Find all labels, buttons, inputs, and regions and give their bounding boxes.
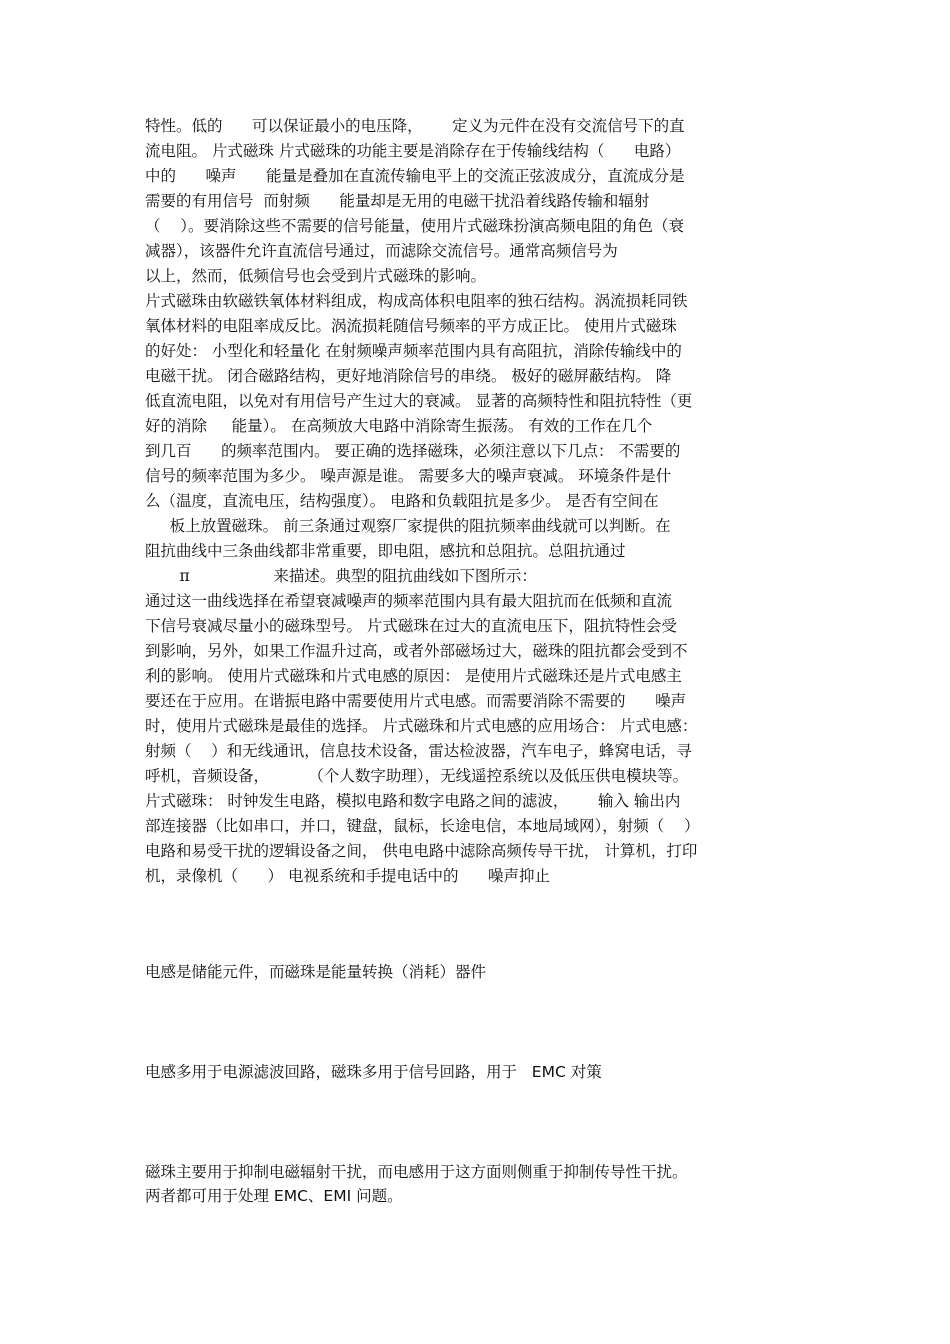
text-line: 么（温度，直流电压，结构强度）。 电路和负载阻抗是多少。 是否有空间在 (145, 492, 659, 510)
text-line: 好的消除 能量）。 在高频放大电路中消除寄生振荡。 有效的工作在几个 (145, 417, 653, 435)
text-line: 的好处： 小型化和轻量化 在射频噪声频率范围内具有高阻抗，消除传输线中的 (145, 342, 682, 360)
text-line: （ ）。要消除这些不需要的信号能量，使用片式磁珠扮演高频电阻的角色（衰 (145, 217, 684, 235)
text-line: 氧体材料的电阻率成反比。涡流损耗随信号频率的平方成正比。 使用片式磁珠 (145, 317, 677, 335)
text-line: 下信号衰减尽量小的磁珠型号。 片式磁珠在过大的直流电压下，阻抗特性会受 (145, 617, 677, 635)
text-line: 片式磁珠： 时钟发生电路，模拟电路和数字电路之间的滤波， 输入 输出内 (145, 792, 681, 810)
text-line: 到几百 的频率范围内。 要正确的选择磁珠，必须注意以下几点： 不需要的 (145, 442, 681, 460)
note-line: 磁珠主要用于抑制电磁辐射干扰，而电感用于这方面则侧重于抑制传导性干扰。 (145, 1163, 688, 1181)
text-line: 信号的频率范围为多少。 噪声源是谁。 需要多大的噪声衰减。 环境条件是什 (145, 467, 672, 485)
text-line: 片式磁珠由软磁铁氧体材料组成，构成高体积电阻率的独石结构。涡流损耗同铁 (145, 292, 688, 310)
text-line: 到影响，另外，如果工作温升过高，或者外部磁场过大，磁珠的阻抗都会受到不 (145, 642, 688, 660)
note-line: 两者都可用于处理 EMC、EMI 问题。 (145, 1187, 403, 1205)
text-line: 部连接器（比如串口，并口，键盘，鼠标，长途电信，本地局域网），射频（ ） (145, 817, 700, 835)
text-line: 以上，然而，低频信号也会受到片式磁珠的影响。 (145, 267, 487, 285)
text-line: 板上放置磁珠。 前三条通过观察厂家提供的阻抗频率曲线就可以判断。在 (145, 517, 671, 535)
text-line: 中的 噪声 能量是叠加在直流传输电平上的交流正弦波成分，直流成分是 (145, 167, 685, 185)
text-line: π 来描述。典型的阻抗曲线如下图所示： (145, 567, 537, 585)
text-line: 低直流电阻，以免对有用信号产生过大的衰减。 显著的高频特性和阻抗特性（更 (145, 392, 693, 410)
text-line: 利的影响。 使用片式磁珠和片式电感的原因： 是使用片式磁珠还是片式电感主 (145, 667, 682, 685)
text-line: 要还在于应用。在谐振电路中需要使用片式电感。而需要消除不需要的 噪声 (145, 692, 687, 710)
text-line: 电路和易受干扰的逻辑设备之间， 供电电路中滤除高频传导干扰， 计算机，打印 (145, 842, 698, 860)
note-line: 电感是储能元件，而磁珠是能量转换（消耗）器件 (145, 963, 487, 981)
text-line: 机，录像机（ ） 电视系统和手提电话中的 噪声抑止 (145, 867, 551, 885)
text-line: 时，使用片式磁珠是最佳的选择。 片式磁珠和片式电感的应用场合： 片式电感： (145, 717, 698, 735)
text-line: 通过这一曲线选择在希望衰减噪声的频率范围内具有最大阻抗而在低频和直流 (145, 592, 673, 610)
text-line: 电磁干扰。 闭合磁路结构，更好地消除信号的串绕。 极好的磁屏蔽结构。 降 (145, 367, 672, 385)
text-line: 需要的有用信号 而射频 能量却是无用的电磁干扰沿着线路传输和辐射 (145, 192, 650, 210)
note-line: 电感多用于电源滤波回路，磁珠多用于信号回路，用于 EMC 对策 (145, 1063, 602, 1081)
text-line: 流电阻。 片式磁珠 片式磁珠的功能主要是消除存在于传输线结构（ 电路） (145, 142, 681, 160)
text-line: 阻抗曲线中三条曲线都非常重要，即电阻，感抗和总阻抗。总阻抗通过 (145, 542, 626, 560)
text-line: 减器），该器件允许直流信号通过，而滤除交流信号。通常高频信号为 (145, 242, 618, 260)
text-line: 特性。低的 可以保证最小的电压降， 定义为元件在没有交流信号下的直 (145, 117, 685, 135)
text-line: 射频（ ）和无线通讯，信息技术设备，雷达检波器，汽车电子，蜂窝电话，寻 (145, 742, 692, 760)
text-line: 呼机，音频设备， （个人数字助理），无线遥控系统以及低压供电模块等。 (145, 767, 689, 785)
